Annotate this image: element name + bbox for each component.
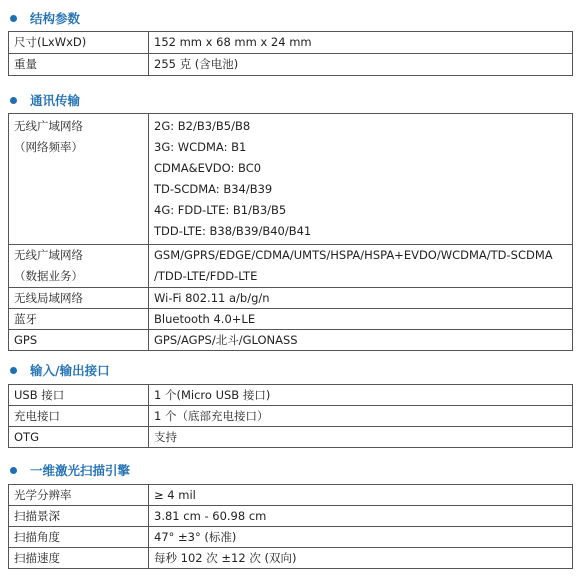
bullet-icon <box>10 15 17 22</box>
spec-table-scanner <box>8 484 573 569</box>
spec-value-line: 4G: FDD-LTE: B1/B3/B5 <box>154 203 287 217</box>
spec-key: 扫描速度 <box>9 548 149 569</box>
table-row <box>9 506 573 527</box>
spec-key: 扫描角度 <box>9 527 149 548</box>
spec-key: 无线局域网络 <box>9 288 149 309</box>
spec-value: 1 个（底部充电接口） <box>149 406 573 427</box>
table-row <box>9 385 573 406</box>
spec-key <box>9 114 149 245</box>
spec-value: 47° ±3° (标准) <box>149 527 573 548</box>
table-row <box>9 309 573 330</box>
spec-table-io <box>8 384 573 448</box>
spec-value: 1 个(Micro USB 接口) <box>149 385 573 406</box>
spec-value: 152 mm x 68 mm x 24 mm <box>149 32 573 54</box>
spec-value: 255 克 (含电池) <box>149 54 573 76</box>
spec-key <box>9 245 149 288</box>
spec-value-line: 2G: B2/B3/B5/B8 <box>154 119 251 133</box>
section-title: 一维激光扫描引擎 <box>30 463 131 478</box>
table-row <box>9 245 573 288</box>
spec-value: Bluetooth 4.0+LE <box>149 309 573 330</box>
bullet-icon <box>10 367 17 374</box>
section-title: 结构参数 <box>30 11 81 26</box>
spec-value: ≥ 4 mil <box>149 485 573 506</box>
spec-value <box>149 114 573 245</box>
section-title: 输入/输出接口 <box>30 363 110 378</box>
spec-key: 扫描景深 <box>9 506 149 527</box>
spec-key: GPS <box>9 330 149 351</box>
spec-key-line: （网络频率） <box>14 140 83 154</box>
section-header-scanner <box>0 462 578 480</box>
spec-value-line: TD-SCDMA: B34/B39 <box>154 182 273 196</box>
bullet-icon <box>10 467 17 474</box>
spec-key: 重量 <box>9 54 149 76</box>
spec-value <box>149 245 573 288</box>
table-row <box>9 485 573 506</box>
section-title: 通讯传输 <box>30 93 81 108</box>
table-row <box>9 288 573 309</box>
section-header-communication <box>0 92 578 110</box>
table-row <box>9 527 573 548</box>
spec-value-line: 3G: WCDMA: B1 <box>154 140 247 154</box>
spec-key: 尺寸(LxWxD) <box>9 32 149 54</box>
table-row <box>9 54 573 76</box>
spec-value-line: TDD-LTE: B38/B39/B40/B41 <box>154 224 312 238</box>
spec-value-line: GSM/GPRS/EDGE/CDMA/UMTS/HSPA/HSPA+EVDO/WCDMA/TD-SCDMA <box>154 248 553 262</box>
spec-key-line: 无线广域网络 <box>14 248 83 262</box>
spec-table-communication <box>8 113 573 351</box>
spec-key: 充电接口 <box>9 406 149 427</box>
spec-key: 蓝牙 <box>9 309 149 330</box>
spec-value: Wi-Fi 802.11 a/b/g/n <box>149 288 573 309</box>
spec-value-line: /TDD-LTE/FDD-LTE <box>154 269 258 283</box>
section-header-structure <box>0 10 578 28</box>
table-row <box>9 548 573 569</box>
spec-key: 光学分辨率 <box>9 485 149 506</box>
spec-key: OTG <box>9 427 149 448</box>
spec-value: GPS/AGPS/北斗/GLONASS <box>149 330 573 351</box>
spec-value: 3.81 cm - 60.98 cm <box>149 506 573 527</box>
spec-value-line: CDMA&EVDO: BC0 <box>154 161 262 175</box>
spec-value: 每秒 102 次 ±12 次 (双向) <box>149 548 573 569</box>
spec-value: 支持 <box>149 427 573 448</box>
table-row <box>9 114 573 245</box>
spec-key-line: （数据业务） <box>14 269 83 283</box>
table-row <box>9 406 573 427</box>
section-header-io <box>0 362 578 380</box>
spec-key-line: 无线广域网络 <box>14 119 83 133</box>
table-row <box>9 427 573 448</box>
spec-table-structure <box>8 31 573 76</box>
bullet-icon <box>10 97 17 104</box>
table-row <box>9 330 573 351</box>
spec-key: USB 接口 <box>9 385 149 406</box>
table-row <box>9 32 573 54</box>
